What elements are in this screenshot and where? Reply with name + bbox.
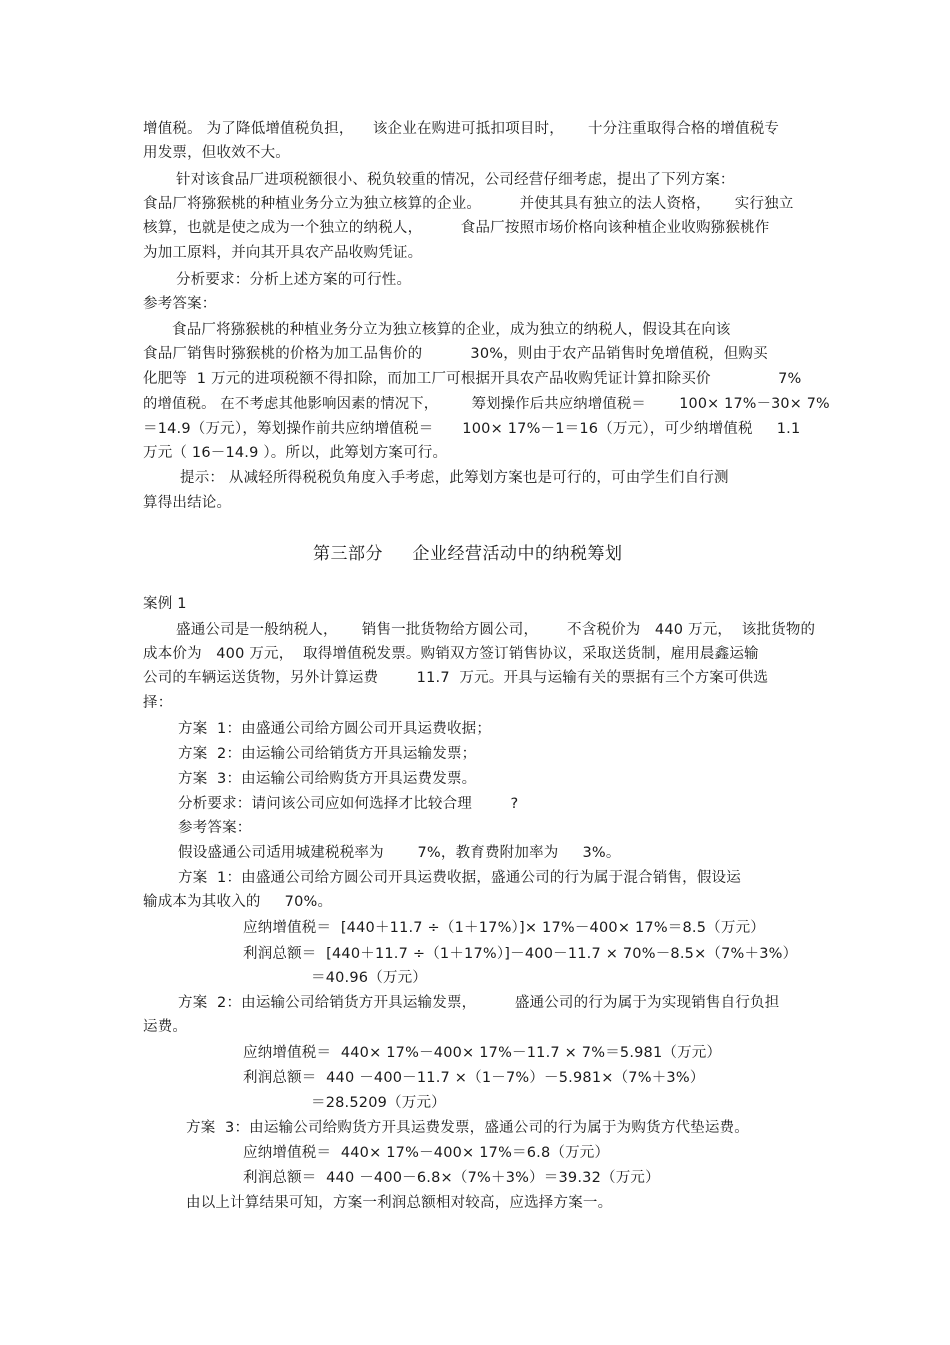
- answer-heading: 参考答案：: [143, 296, 217, 312]
- paragraph-line: 化肥等 1 万元的进项税额不得扣除，而加工厂可根据开具农产品收购凭证计算扣除买价 7%: [143, 371, 802, 387]
- paragraph-line: 择：: [143, 695, 173, 711]
- paragraph-line: 方案 2：由运输公司给销货方开具运输发票， 盛通公司的行为属于为实现销售自行负担: [178, 995, 780, 1011]
- paragraph-line: 食品厂将猕猴桃的种植业务分立为独立核算的企业，成为独立的纳税人，假设其在向该: [172, 322, 731, 338]
- option-line: 方案 3：由运输公司给购货方开具运费发票。: [178, 771, 477, 787]
- paragraph-line: 食品厂销售时猕猴桃的价格为加工品售价的 30%，则由于农产品销售时免增值税，但购买: [143, 346, 768, 362]
- paragraph-line: ＝14.9（万元），筹划操作前共应纳增值税＝ 100× 17%－1＝16（万元），可少纳增值税 1.1: [143, 421, 801, 437]
- formula-line: 利润总额＝ [440＋11.7 ÷（1＋17%）]－400－11.7 × 70%－8.5×（7%＋3%）: [243, 946, 798, 962]
- formula-line: ＝40.96（万元）: [311, 970, 428, 986]
- paragraph-line: 方案 3：由运输公司给购货方开具运费发票，盛通公司的行为属于为购货方代垫运费。: [186, 1120, 749, 1136]
- paragraph-line: 运费。: [143, 1019, 188, 1035]
- paragraph-line: 公司的车辆运送货物，另外计算运费 11.7 万元。开具与运输有关的票据有三个方案可供选: [143, 670, 769, 686]
- paragraph-line: 输成本为其收入的 70%。: [143, 894, 333, 910]
- formula-line: 应纳增值税＝ 440× 17%－400× 17%－11.7 × 7%＝5.981（万元）: [243, 1045, 722, 1061]
- option-line: 方案 1：由盛通公司给方圆公司开具运费收据；: [178, 721, 492, 737]
- paragraph-line: 增值税。 为了降低增值税负担， 该企业在购进可抵扣项目时， 十分注重取得合格的增值税专: [143, 121, 780, 137]
- paragraph-line: 方案 1：由盛通公司给方圆公司开具运费收据，盛通公司的行为属于混合销售，假设运: [178, 870, 741, 886]
- paragraph-line: 假设盛通公司适用城建税税率为 7%，教育费附加率为 3%。: [178, 845, 621, 861]
- paragraph-line: 针对该食品厂进项税额很小、税负较重的情况，公司经营仔细考虑，提出了下列方案：: [176, 172, 735, 188]
- paragraph-line: 分析要求：分析上述方案的可行性。: [176, 272, 412, 288]
- paragraph-line: 万元（ 16－14.9 ）。所以，此筹划方案可行。: [143, 445, 448, 461]
- formula-line: 应纳增值税＝ 440× 17%－400× 17%＝6.8（万元）: [243, 1145, 610, 1161]
- paragraph-line: 盛通公司是一般纳税人， 销售一批货物给方圆公司， 不含税价为 440 万元， 该批货物的: [176, 622, 816, 638]
- paragraph-line: 食品厂将猕猴桃的种植业务分立为独立核算的企业。 并使其具有独立的法人资格， 实行独立: [143, 196, 794, 212]
- formula-line: 利润总额＝ 440 －400－11.7 ×（1－7%）－5.981×（7%＋3%）: [243, 1070, 705, 1086]
- paragraph-line: 核算，也就是使之成为一个独立的纳税人， 食品厂按照市场价格向该种植企业收购猕猴桃作: [143, 220, 770, 236]
- paragraph-line: 用发票，但收效不大。: [143, 145, 290, 161]
- formula-line: 利润总额＝ 440 －400－6.8×（7%＋3%）＝39.32（万元）: [243, 1170, 660, 1186]
- conclusion-line: 由以上计算结果可知，方案一利润总额相对较高，应选择方案一。: [186, 1195, 613, 1211]
- answer-heading: 参考答案：: [178, 820, 252, 836]
- option-line: 方案 2：由运输公司给销货方开具运输发票；: [178, 746, 477, 762]
- formula-line: ＝28.5209（万元）: [311, 1095, 446, 1111]
- paragraph-line: 成本价为 400 万元， 取得增值税发票。购销双方签订销售协议，采取送货制，雇用晨鑫运输: [143, 646, 759, 662]
- hint-line: 提示： 从减轻所得税税负角度入手考虑，此筹划方案也是可行的，可由学生们自行测: [180, 470, 729, 486]
- case-label: 案例 1: [143, 596, 187, 612]
- paragraph-line: 分析要求：请问该公司应如何选择才比较合理 ?: [178, 796, 519, 812]
- paragraph-line: 的增值税。 在不考虑其他影响因素的情况下， 筹划操作后共应纳增值税＝ 100× 17%－30× 7%: [143, 396, 830, 412]
- paragraph-line: 为加工原料，并向其开具农产品收购凭证。: [143, 245, 423, 261]
- hint-line: 算得出结论。: [143, 495, 232, 511]
- formula-line: 应纳增值税＝ [440＋11.7 ÷（1＋17%）]× 17%－400× 17%＝8.5（万元）: [243, 920, 765, 936]
- section-title: 第三部分 企业经营活动中的纳税筹划: [313, 544, 623, 564]
